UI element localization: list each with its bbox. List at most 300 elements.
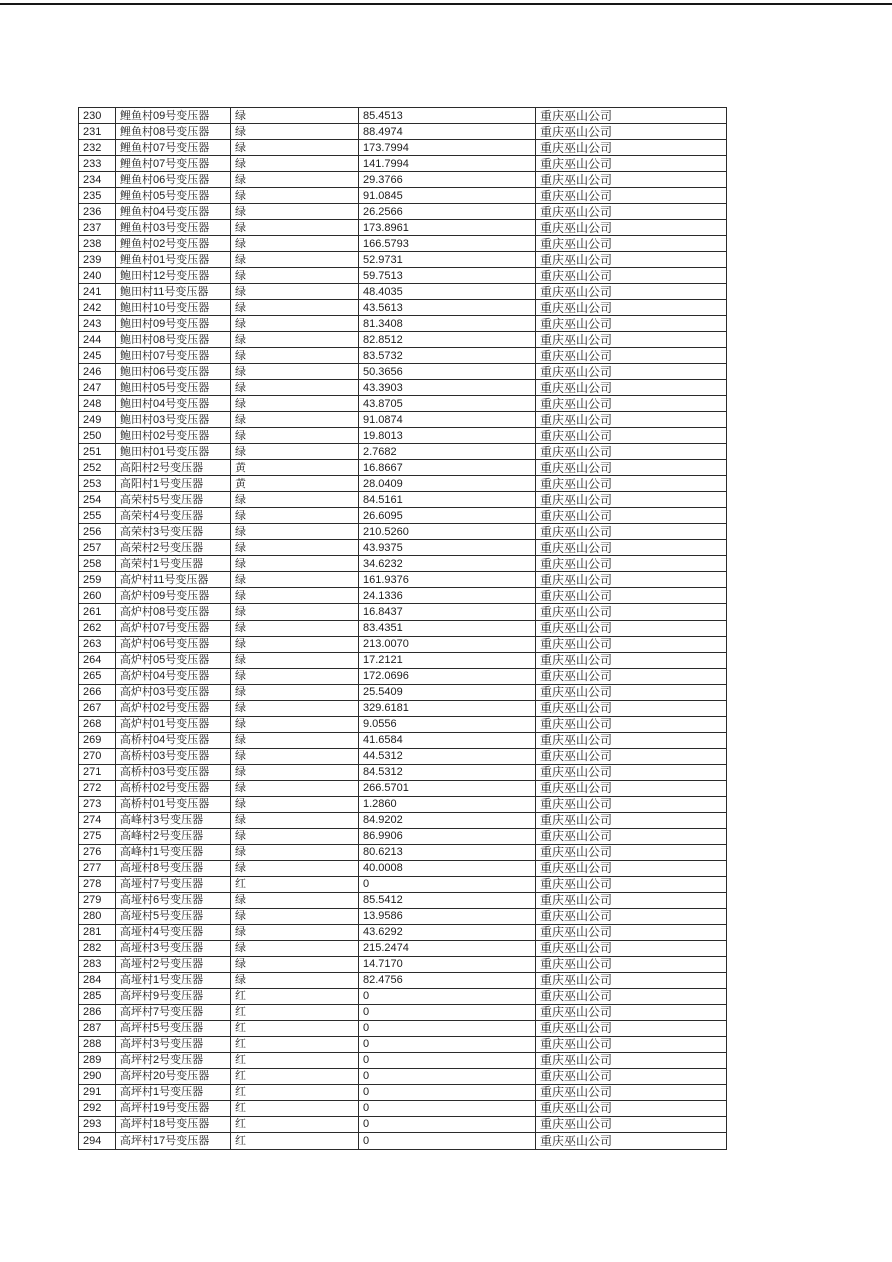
cell-row-number: 260	[79, 588, 116, 604]
cell-value: 81.3408	[359, 316, 536, 332]
cell-company: 重庆巫山公司	[536, 460, 727, 476]
cell-company: 重庆巫山公司	[536, 572, 727, 588]
cell-value: 91.0845	[359, 188, 536, 204]
table-row	[79, 668, 727, 684]
cell-status-color: 绿	[231, 268, 359, 284]
cell-company: 重庆巫山公司	[536, 108, 727, 124]
table-row	[79, 156, 727, 172]
cell-company: 重庆巫山公司	[536, 300, 727, 316]
cell-status-color: 红	[231, 1068, 359, 1084]
cell-status-color: 绿	[231, 396, 359, 412]
cell-company: 重庆巫山公司	[536, 1133, 727, 1150]
cell-status-color: 绿	[231, 668, 359, 684]
table-row	[79, 1036, 727, 1052]
cell-transformer-name: 高桥村03号变压器	[116, 748, 231, 764]
cell-value: 83.5732	[359, 348, 536, 364]
cell-company: 重庆巫山公司	[536, 652, 727, 668]
cell-value: 48.4035	[359, 284, 536, 300]
cell-company: 重庆巫山公司	[536, 220, 727, 236]
cell-company: 重庆巫山公司	[536, 348, 727, 364]
cell-status-color: 绿	[231, 156, 359, 172]
cell-transformer-name: 高坪村18号变压器	[116, 1116, 231, 1132]
page-top-rule	[0, 3, 892, 5]
table-row	[79, 428, 727, 444]
cell-status-color: 绿	[231, 700, 359, 716]
cell-company: 重庆巫山公司	[536, 332, 727, 348]
cell-transformer-name: 高阳村2号变压器	[116, 460, 231, 476]
cell-status-color: 绿	[231, 444, 359, 460]
cell-status-color: 绿	[231, 636, 359, 652]
cell-status-color: 绿	[231, 908, 359, 924]
cell-transformer-name: 高炉村06号变压器	[116, 636, 231, 652]
cell-company: 重庆巫山公司	[536, 524, 727, 540]
cell-transformer-name: 高荣村5号变压器	[116, 492, 231, 508]
cell-row-number: 236	[79, 204, 116, 220]
cell-company: 重庆巫山公司	[536, 748, 727, 764]
table-row	[79, 172, 727, 188]
cell-value: 0	[359, 1133, 536, 1150]
cell-value: 34.6232	[359, 556, 536, 572]
cell-company: 重庆巫山公司	[536, 540, 727, 556]
table-row	[79, 396, 727, 412]
cell-status-color: 绿	[231, 604, 359, 620]
cell-transformer-name: 鲍田村12号变压器	[116, 268, 231, 284]
cell-value: 28.0409	[359, 476, 536, 492]
table-row	[79, 636, 727, 652]
cell-transformer-name: 鲤鱼村09号变压器	[116, 108, 231, 124]
cell-status-color: 绿	[231, 300, 359, 316]
cell-status-color: 绿	[231, 892, 359, 908]
cell-row-number: 257	[79, 540, 116, 556]
cell-row-number: 243	[79, 316, 116, 332]
cell-transformer-name: 高荣村2号变压器	[116, 540, 231, 556]
cell-transformer-name: 鲤鱼村04号变压器	[116, 204, 231, 220]
table-row	[79, 908, 727, 924]
cell-status-color: 红	[231, 1004, 359, 1020]
cell-company: 重庆巫山公司	[536, 364, 727, 380]
cell-company: 重庆巫山公司	[536, 412, 727, 428]
table-row	[79, 1084, 727, 1100]
cell-value: 1.2860	[359, 796, 536, 812]
table-row	[79, 1068, 727, 1084]
cell-value: 82.4756	[359, 972, 536, 988]
cell-value: 161.9376	[359, 572, 536, 588]
cell-transformer-name: 鲤鱼村02号变压器	[116, 236, 231, 252]
cell-status-color: 绿	[231, 748, 359, 764]
cell-status-color: 绿	[231, 492, 359, 508]
cell-status-color: 绿	[231, 284, 359, 300]
cell-company: 重庆巫山公司	[536, 284, 727, 300]
table-row	[79, 956, 727, 972]
cell-value: 43.3903	[359, 380, 536, 396]
table-row	[79, 508, 727, 524]
cell-status-color: 绿	[231, 956, 359, 972]
table-row	[79, 604, 727, 620]
cell-row-number: 253	[79, 476, 116, 492]
table-row	[79, 412, 727, 428]
cell-value: 0	[359, 1116, 536, 1132]
transformer-table-body	[79, 108, 727, 1150]
cell-value: 43.5613	[359, 300, 536, 316]
cell-row-number: 251	[79, 444, 116, 460]
cell-transformer-name: 高坪村1号变压器	[116, 1084, 231, 1100]
cell-row-number: 238	[79, 236, 116, 252]
cell-company: 重庆巫山公司	[536, 492, 727, 508]
cell-transformer-name: 高荣村4号变压器	[116, 508, 231, 524]
cell-status-color: 绿	[231, 588, 359, 604]
cell-row-number: 276	[79, 844, 116, 860]
table-row	[79, 540, 727, 556]
cell-value: 84.9202	[359, 812, 536, 828]
cell-value: 25.5409	[359, 684, 536, 700]
cell-row-number: 244	[79, 332, 116, 348]
cell-row-number: 241	[79, 284, 116, 300]
table-row	[79, 140, 727, 156]
cell-value: 141.7994	[359, 156, 536, 172]
cell-value: 29.3766	[359, 172, 536, 188]
cell-transformer-name: 高垭村4号变压器	[116, 924, 231, 940]
cell-transformer-name: 高阳村1号变压器	[116, 476, 231, 492]
table-row	[79, 1100, 727, 1116]
cell-row-number: 234	[79, 172, 116, 188]
cell-row-number: 281	[79, 924, 116, 940]
cell-status-color: 绿	[231, 364, 359, 380]
cell-transformer-name: 高垭村6号变压器	[116, 892, 231, 908]
table-row	[79, 268, 727, 284]
cell-row-number: 273	[79, 796, 116, 812]
cell-company: 重庆巫山公司	[536, 268, 727, 284]
cell-status-color: 红	[231, 1020, 359, 1036]
table-row	[79, 236, 727, 252]
cell-transformer-name: 高垭村1号变压器	[116, 972, 231, 988]
cell-transformer-name: 鲤鱼村03号变压器	[116, 220, 231, 236]
table-row	[79, 764, 727, 780]
cell-row-number: 289	[79, 1052, 116, 1068]
cell-status-color: 黄	[231, 476, 359, 492]
cell-status-color: 绿	[231, 716, 359, 732]
cell-company: 重庆巫山公司	[536, 252, 727, 268]
table-row	[79, 1020, 727, 1036]
cell-company: 重庆巫山公司	[536, 732, 727, 748]
table-row	[79, 860, 727, 876]
cell-row-number: 262	[79, 620, 116, 636]
cell-row-number: 288	[79, 1036, 116, 1052]
cell-status-color: 绿	[231, 812, 359, 828]
cell-transformer-name: 鲍田村06号变压器	[116, 364, 231, 380]
cell-row-number: 291	[79, 1084, 116, 1100]
cell-company: 重庆巫山公司	[536, 620, 727, 636]
cell-row-number: 254	[79, 492, 116, 508]
cell-value: 85.4513	[359, 108, 536, 124]
cell-row-number: 235	[79, 188, 116, 204]
cell-row-number: 263	[79, 636, 116, 652]
cell-row-number: 265	[79, 668, 116, 684]
cell-transformer-name: 高桥村02号变压器	[116, 780, 231, 796]
table-row	[79, 556, 727, 572]
table-row	[79, 108, 727, 124]
table-row	[79, 252, 727, 268]
cell-transformer-name: 高坪村20号变压器	[116, 1068, 231, 1084]
cell-value: 88.4974	[359, 124, 536, 140]
cell-row-number: 270	[79, 748, 116, 764]
cell-transformer-name: 鲤鱼村05号变压器	[116, 188, 231, 204]
transformer-table	[78, 107, 727, 1150]
cell-company: 重庆巫山公司	[536, 716, 727, 732]
cell-row-number: 247	[79, 380, 116, 396]
cell-value: 0	[359, 1052, 536, 1068]
cell-status-color: 绿	[231, 556, 359, 572]
cell-transformer-name: 鲍田村01号变压器	[116, 444, 231, 460]
cell-status-color: 绿	[231, 332, 359, 348]
cell-transformer-name: 高桥村01号变压器	[116, 796, 231, 812]
cell-value: 329.6181	[359, 700, 536, 716]
cell-value: 24.1336	[359, 588, 536, 604]
cell-row-number: 294	[79, 1133, 116, 1150]
cell-transformer-name: 鲤鱼村01号变压器	[116, 252, 231, 268]
cell-row-number: 283	[79, 956, 116, 972]
cell-company: 重庆巫山公司	[536, 140, 727, 156]
cell-value: 86.9906	[359, 828, 536, 844]
cell-company: 重庆巫山公司	[536, 940, 727, 956]
cell-status-color: 绿	[231, 572, 359, 588]
cell-transformer-name: 高炉村01号变压器	[116, 716, 231, 732]
cell-transformer-name: 鲍田村03号变压器	[116, 412, 231, 428]
cell-transformer-name: 高峰村1号变压器	[116, 844, 231, 860]
cell-company: 重庆巫山公司	[536, 956, 727, 972]
cell-company: 重庆巫山公司	[536, 172, 727, 188]
cell-company: 重庆巫山公司	[536, 924, 727, 940]
cell-company: 重庆巫山公司	[536, 684, 727, 700]
cell-row-number: 293	[79, 1116, 116, 1132]
table-row	[79, 316, 727, 332]
cell-row-number: 259	[79, 572, 116, 588]
cell-row-number: 287	[79, 1020, 116, 1036]
cell-company: 重庆巫山公司	[536, 1004, 727, 1020]
cell-status-color: 红	[231, 1116, 359, 1132]
cell-transformer-name: 高炉村07号变压器	[116, 620, 231, 636]
cell-transformer-name: 高坪村7号变压器	[116, 1004, 231, 1020]
cell-transformer-name: 高桥村04号变压器	[116, 732, 231, 748]
cell-row-number: 249	[79, 412, 116, 428]
cell-status-color: 绿	[231, 220, 359, 236]
cell-transformer-name: 高坪村9号变压器	[116, 988, 231, 1004]
cell-status-color: 红	[231, 988, 359, 1004]
cell-company: 重庆巫山公司	[536, 844, 727, 860]
cell-transformer-name: 高桥村03号变压器	[116, 764, 231, 780]
table-row	[79, 300, 727, 316]
table-row	[79, 700, 727, 716]
cell-transformer-name: 鲍田村04号变压器	[116, 396, 231, 412]
cell-transformer-name: 高荣村1号变压器	[116, 556, 231, 572]
table-row	[79, 812, 727, 828]
cell-transformer-name: 高炉村11号变压器	[116, 572, 231, 588]
cell-row-number: 245	[79, 348, 116, 364]
cell-status-color: 绿	[231, 796, 359, 812]
cell-value: 50.3656	[359, 364, 536, 380]
cell-transformer-name: 高炉村05号变压器	[116, 652, 231, 668]
cell-value: 173.8961	[359, 220, 536, 236]
cell-value: 83.4351	[359, 620, 536, 636]
cell-company: 重庆巫山公司	[536, 204, 727, 220]
cell-row-number: 248	[79, 396, 116, 412]
cell-row-number: 239	[79, 252, 116, 268]
cell-status-color: 绿	[231, 380, 359, 396]
cell-company: 重庆巫山公司	[536, 700, 727, 716]
cell-value: 52.9731	[359, 252, 536, 268]
cell-value: 0	[359, 1004, 536, 1020]
transformer-table-container	[78, 107, 726, 1150]
table-row	[79, 588, 727, 604]
cell-status-color: 绿	[231, 124, 359, 140]
table-row	[79, 492, 727, 508]
table-row	[79, 1116, 727, 1132]
cell-row-number: 250	[79, 428, 116, 444]
cell-value: 0	[359, 1036, 536, 1052]
cell-transformer-name: 鲤鱼村06号变压器	[116, 172, 231, 188]
cell-company: 重庆巫山公司	[536, 476, 727, 492]
cell-status-color: 绿	[231, 348, 359, 364]
cell-status-color: 绿	[231, 924, 359, 940]
cell-value: 41.6584	[359, 732, 536, 748]
cell-status-color: 绿	[231, 652, 359, 668]
table-row	[79, 284, 727, 300]
cell-status-color: 绿	[231, 860, 359, 876]
cell-company: 重庆巫山公司	[536, 828, 727, 844]
cell-value: 213.0070	[359, 636, 536, 652]
cell-transformer-name: 鲍田村07号变压器	[116, 348, 231, 364]
table-row	[79, 684, 727, 700]
table-row	[79, 1052, 727, 1068]
cell-company: 重庆巫山公司	[536, 892, 727, 908]
cell-status-color: 绿	[231, 844, 359, 860]
table-row	[79, 716, 727, 732]
cell-status-color: 绿	[231, 780, 359, 796]
cell-value: 173.7994	[359, 140, 536, 156]
cell-transformer-name: 高垭村7号变压器	[116, 876, 231, 892]
table-row	[79, 844, 727, 860]
cell-value: 84.5161	[359, 492, 536, 508]
cell-status-color: 红	[231, 1100, 359, 1116]
table-row	[79, 892, 727, 908]
cell-company: 重庆巫山公司	[536, 588, 727, 604]
cell-row-number: 255	[79, 508, 116, 524]
cell-transformer-name: 高垭村2号变压器	[116, 956, 231, 972]
cell-row-number: 282	[79, 940, 116, 956]
cell-value: 166.5793	[359, 236, 536, 252]
cell-status-color: 绿	[231, 620, 359, 636]
cell-status-color: 红	[231, 1052, 359, 1068]
cell-transformer-name: 鲤鱼村08号变压器	[116, 124, 231, 140]
cell-company: 重庆巫山公司	[536, 316, 727, 332]
table-row	[79, 780, 727, 796]
cell-transformer-name: 鲍田村08号变压器	[116, 332, 231, 348]
cell-row-number: 240	[79, 268, 116, 284]
cell-transformer-name: 高坪村3号变压器	[116, 1036, 231, 1052]
cell-row-number: 285	[79, 988, 116, 1004]
cell-company: 重庆巫山公司	[536, 860, 727, 876]
cell-transformer-name: 高炉村08号变压器	[116, 604, 231, 620]
cell-row-number: 271	[79, 764, 116, 780]
cell-row-number: 230	[79, 108, 116, 124]
cell-value: 19.8013	[359, 428, 536, 444]
cell-transformer-name: 鲍田村10号变压器	[116, 300, 231, 316]
cell-value: 40.0008	[359, 860, 536, 876]
cell-value: 215.2474	[359, 940, 536, 956]
cell-row-number: 258	[79, 556, 116, 572]
cell-company: 重庆巫山公司	[536, 428, 727, 444]
cell-status-color: 绿	[231, 508, 359, 524]
cell-status-color: 红	[231, 1084, 359, 1100]
cell-status-color: 绿	[231, 972, 359, 988]
cell-row-number: 268	[79, 716, 116, 732]
cell-status-color: 绿	[231, 188, 359, 204]
cell-company: 重庆巫山公司	[536, 156, 727, 172]
cell-company: 重庆巫山公司	[536, 556, 727, 572]
cell-company: 重庆巫山公司	[536, 764, 727, 780]
cell-company: 重庆巫山公司	[536, 188, 727, 204]
cell-row-number: 246	[79, 364, 116, 380]
cell-status-color: 绿	[231, 828, 359, 844]
cell-value: 0	[359, 1020, 536, 1036]
cell-status-color: 绿	[231, 140, 359, 156]
cell-row-number: 264	[79, 652, 116, 668]
cell-transformer-name: 高坪村19号变压器	[116, 1100, 231, 1116]
cell-transformer-name: 高炉村02号变压器	[116, 700, 231, 716]
table-row	[79, 988, 727, 1004]
cell-value: 43.6292	[359, 924, 536, 940]
cell-status-color: 绿	[231, 204, 359, 220]
cell-value: 210.5260	[359, 524, 536, 540]
cell-company: 重庆巫山公司	[536, 1116, 727, 1132]
cell-row-number: 267	[79, 700, 116, 716]
table-row	[79, 380, 727, 396]
cell-status-color: 绿	[231, 252, 359, 268]
table-row	[79, 620, 727, 636]
cell-value: 172.0696	[359, 668, 536, 684]
table-row	[79, 348, 727, 364]
cell-transformer-name: 高峰村3号变压器	[116, 812, 231, 828]
cell-value: 43.9375	[359, 540, 536, 556]
table-row	[79, 1004, 727, 1020]
cell-status-color: 绿	[231, 684, 359, 700]
cell-transformer-name: 鲍田村02号变压器	[116, 428, 231, 444]
table-row	[79, 124, 727, 140]
cell-status-color: 绿	[231, 172, 359, 188]
cell-row-number: 292	[79, 1100, 116, 1116]
cell-company: 重庆巫山公司	[536, 972, 727, 988]
table-row	[79, 972, 727, 988]
cell-company: 重庆巫山公司	[536, 876, 727, 892]
cell-company: 重庆巫山公司	[536, 908, 727, 924]
cell-status-color: 绿	[231, 316, 359, 332]
table-row	[79, 924, 727, 940]
cell-company: 重庆巫山公司	[536, 812, 727, 828]
cell-transformer-name: 高荣村3号变压器	[116, 524, 231, 540]
cell-value: 44.5312	[359, 748, 536, 764]
cell-value: 0	[359, 1068, 536, 1084]
cell-value: 17.2121	[359, 652, 536, 668]
cell-status-color: 红	[231, 1036, 359, 1052]
cell-company: 重庆巫山公司	[536, 780, 727, 796]
cell-transformer-name: 高炉村03号变压器	[116, 684, 231, 700]
table-row	[79, 796, 727, 812]
cell-company: 重庆巫山公司	[536, 508, 727, 524]
cell-company: 重庆巫山公司	[536, 1020, 727, 1036]
cell-value: 266.5701	[359, 780, 536, 796]
cell-company: 重庆巫山公司	[536, 396, 727, 412]
table-row	[79, 476, 727, 492]
cell-value: 84.5312	[359, 764, 536, 780]
